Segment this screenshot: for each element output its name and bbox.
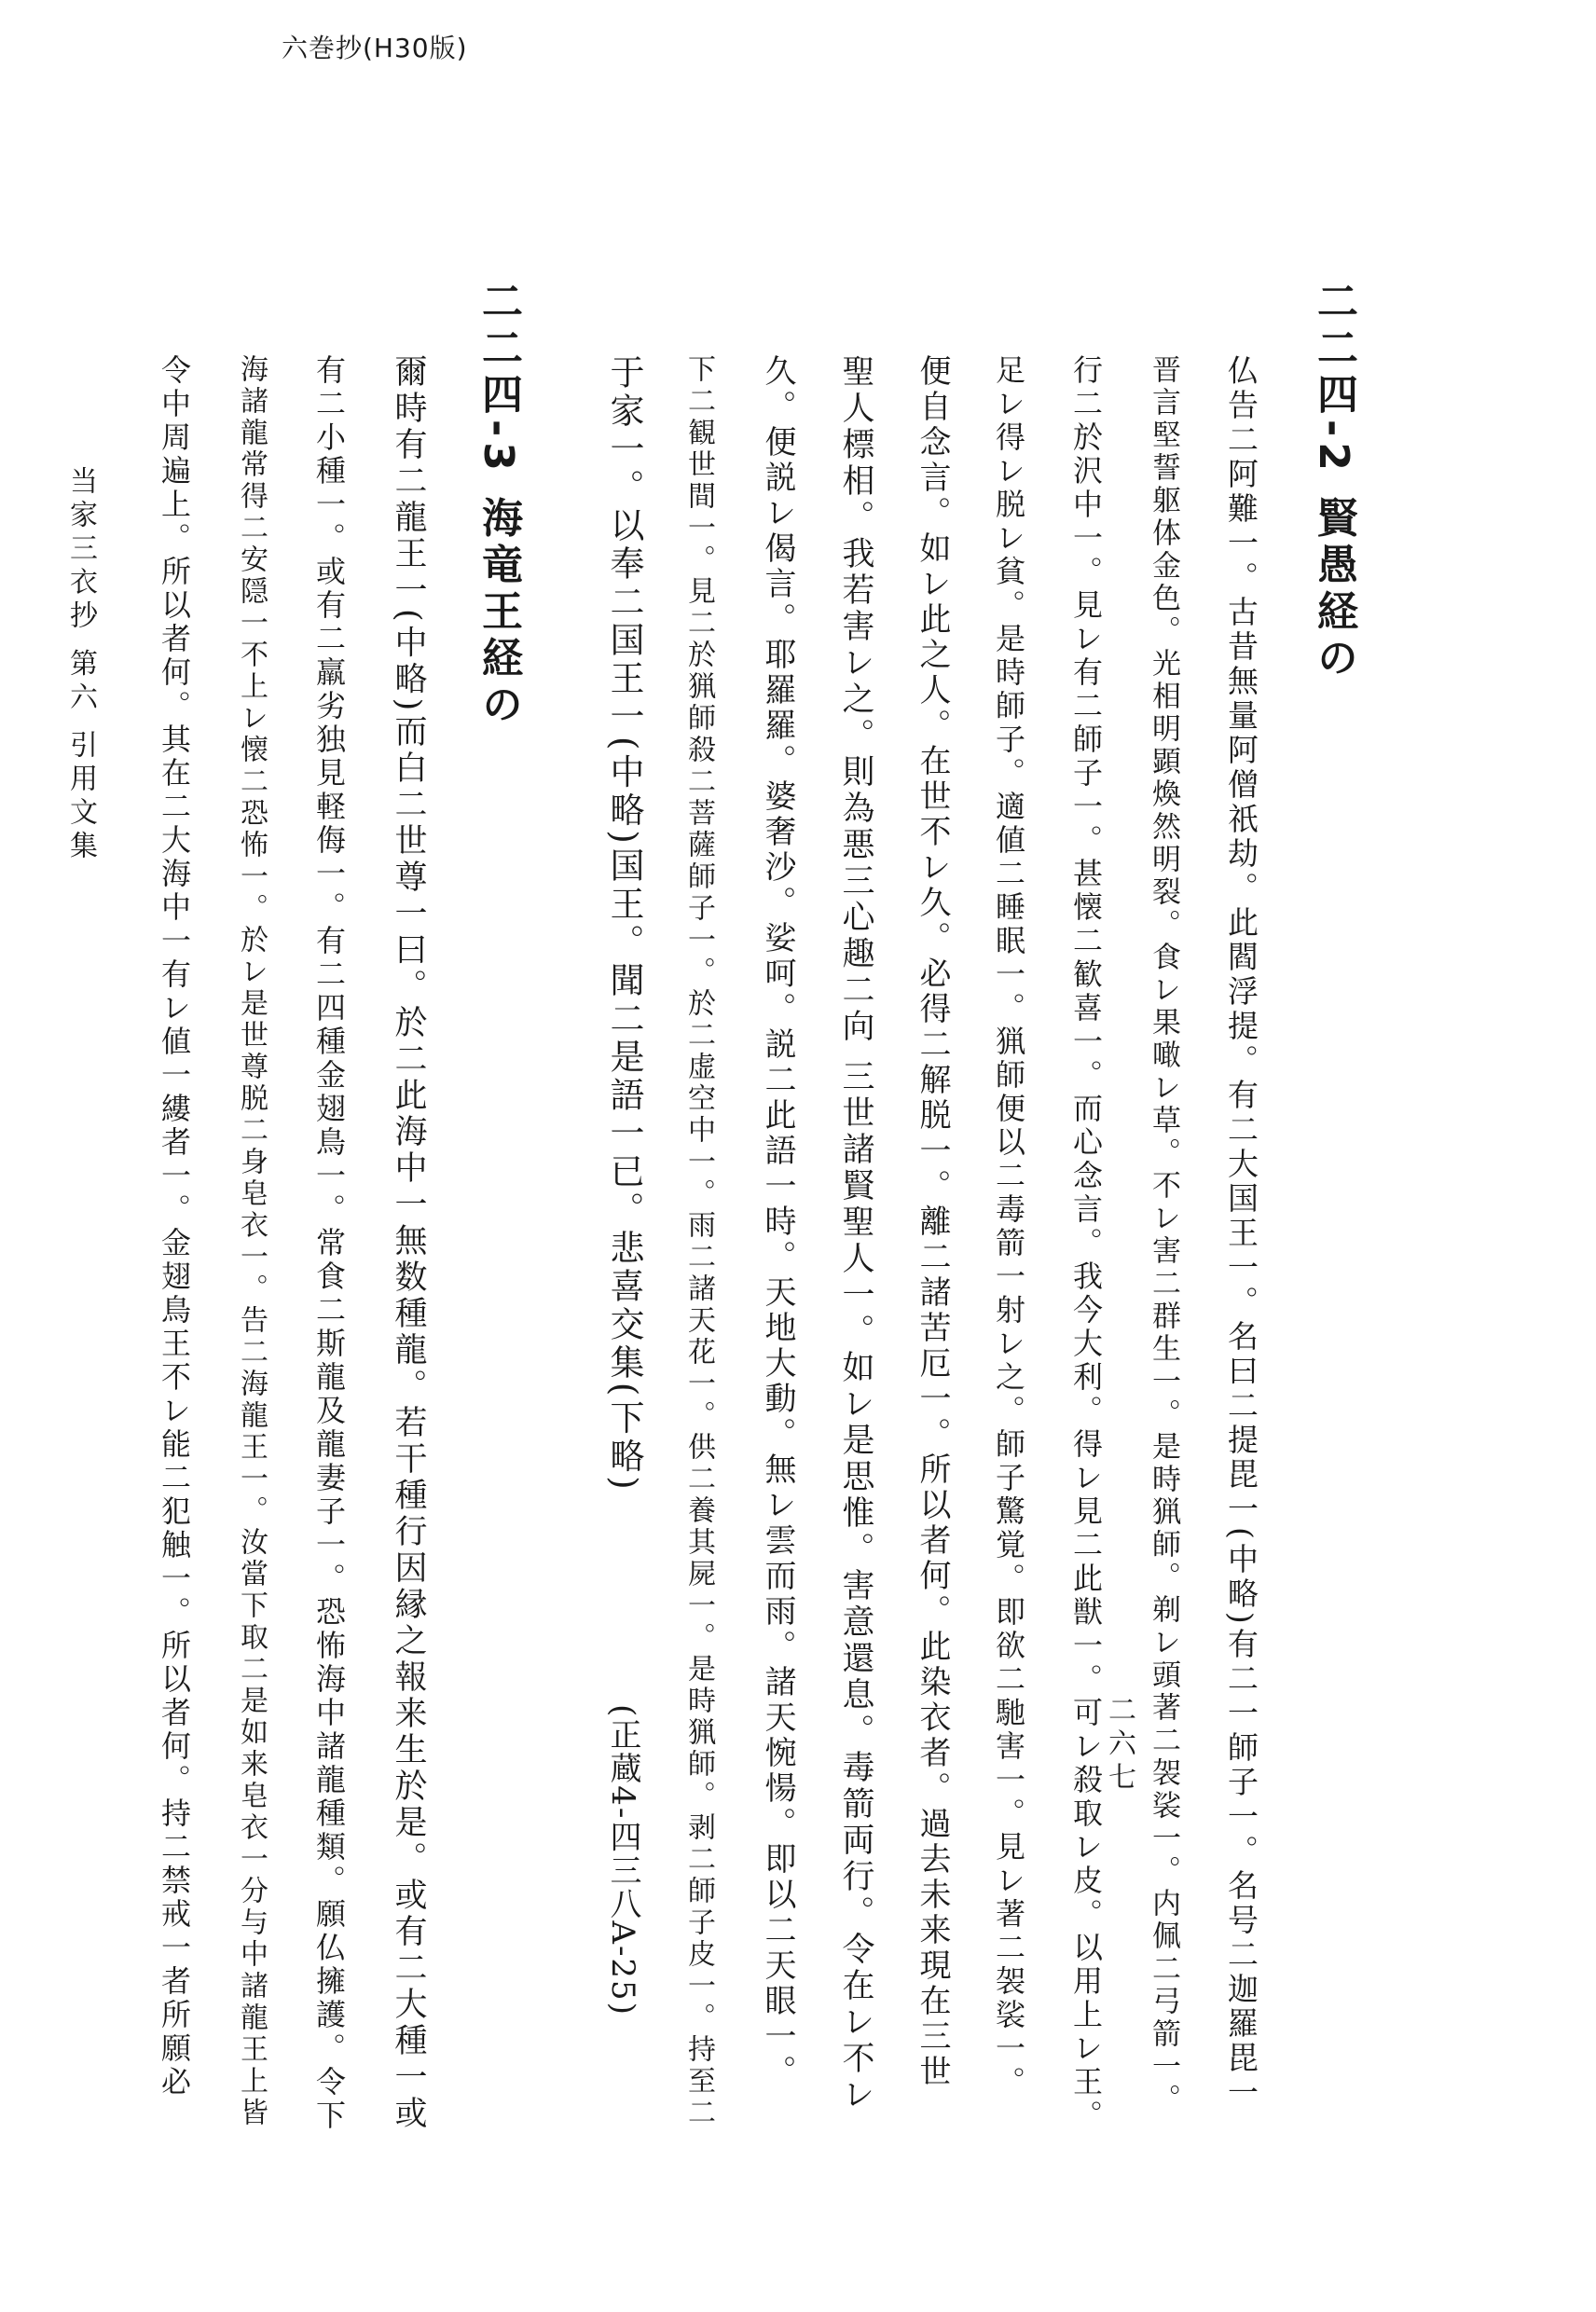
section-title: 二二四-2 賢愚経の [1310, 280, 1357, 683]
text-line: 行二於沢中一。見レ有二師子一。甚懐二歓喜一。而心念言。我今大利。得レ見二此獣一。可レ殺取レ皮。以用上レ王。 [1068, 354, 1104, 2133]
text-line: 聖人標相。我若害レ之。則為悪三心趣二向 三世諸賢聖人一。如レ是思惟。害意還息。毒箭両行。令在レ不レ [837, 354, 874, 2114]
text-line: 有二小種一。或有二羸劣独見軽侮一。有二四種金翅鳥一。常食二斯龍及龍妻子一。恐怖海中諸龍種類。願仏擁護。令下 [311, 354, 347, 2133]
source-citation: (正蔵4-四三八A-25) [604, 1704, 641, 2016]
text-line: 仏告二阿難一。古昔無量阿僧祇劫。此閻浮提。有二大国王一。名曰二提毘一(中略)有二一師子一。名号二迦羅毘一 [1223, 354, 1259, 2111]
text-line: 令中周遍上。所以者何。其在二大海中一有レ値一縷者一。金翅鳥王不レ能二犯触一。所以者何。持二禁戒一者所願必 [157, 354, 192, 2099]
text-line: 海諸龍常得二安隠一不上レ懐二恐怖一。於レ是世尊脱二身皂衣一。告二海龍王一。汝當下取二是如来皂衣一分与中諸龍王上皆 [235, 354, 268, 2129]
running-header: 六巻抄(H30版) [282, 33, 468, 63]
text-line: 下二観世間一。見二於猟師殺二菩薩師子一。於二虚空中一。雨二諸天花一。供二養其屍一。是時猟師。剥二師子皮一。持至二 [682, 354, 715, 2129]
text-line: 于家一。以奉二国王一(中略)国王。聞二是語一已。悲喜交集(下略) [604, 354, 644, 1493]
book-title-footer: 当家三衣抄 第六 引用文集 [64, 466, 97, 865]
text-line: 足レ得レ脱レ貧。是時師子。適値二睡眠一。猟師便以二毒箭一射レ之。師子驚覚。即欲二馳害一。見レ著二袈裟一。 [991, 354, 1026, 2099]
text-line: 久。便説レ偈言。耶羅羅。婆奢沙。娑呵。説二此語一時。天地大動。無レ雲而雨。諸天惋愓。即以二天眼一。 [759, 354, 796, 2090]
text-line: 便自念言。如レ此之人。在世不レ久。必得二解脱一。離二諸苦厄一。所以者何。此染衣者。過去未来現在三世 [914, 354, 951, 2090]
text-line: 爾時有二龍王一(中略)而白二世尊一曰。於二此海中一無数種龍。若干種行因縁之報来生於是。或有二大種一或 [390, 354, 427, 2133]
text-line: 晋言堅誓躯体金色。光相明顕煥然明裂。食レ果噉レ草。不レ害二群生一。是時猟師。剃レ頭著二袈裟一。内佩二弓箭一。 [1147, 354, 1180, 2116]
page-number: 二六七 [1103, 1695, 1135, 1796]
section-title: 二二四-3 海竜王経の [475, 280, 522, 730]
